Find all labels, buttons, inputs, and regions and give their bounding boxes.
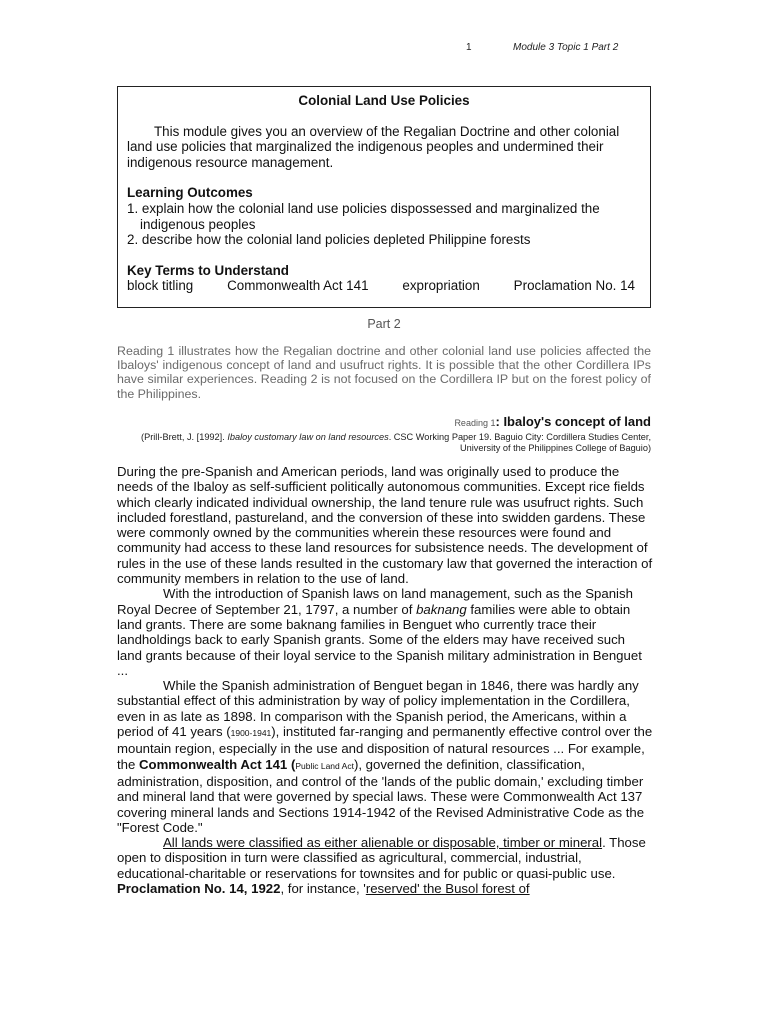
- module-overview-box: [117, 86, 651, 308]
- reading-label: Reading 1: [454, 418, 496, 428]
- page-header: [0, 42, 768, 58]
- citation-title: Ibaloy customary law on land resources: [227, 432, 389, 442]
- reading-intro: Reading 1 illustrates how the Regalian doctrine and other colonial land use policies affected the Ibaloys' indigenous concept of land and usufruct rights. It is possible that the other Cordillera IPs have similar experiences. Reading 2 is not focused on the Cordillera IP but on the forest policy of the Philippines.: [117, 344, 651, 401]
- reading-citation: (Prill-Brett, J. [1992]. Ibaloy customary law on land resources. CSC Working Paper 19. Baguio City: Cordillera Studies Center, University of the Philippines College of Baguio): [141, 432, 651, 453]
- part-label: Part 2: [367, 317, 401, 331]
- paragraph: While the Spanish administration of Benguet began in 1846, there was hardly any substantial effect of this administration by way of policy implementation in the Cordillera, even in as late as 1898. In comparison with the Spanish period, the Americans, within a period of 41 years (1900-1941), instituted far-ranging and permanently effective control over the mountain region, especially in the use and disposition of natural resources ... For example, the Commonwealth Act 141 (Public Land Act), governed the definition, classification, administration, disposition, and control of the 'lands of the public domain,' excluding timber and mineral land that were governed by special laws. These were Commonwealth Act 137 covering mineral lands and Sections 1914-1942 of the Revised Administrative Code as the "Forest Code.": [117, 678, 653, 835]
- key-term: expropriation: [402, 278, 480, 294]
- paragraph: With the introduction of Spanish laws on land management, such as the Spanish Royal Decree of September 21, 1797, a number of baknang families were able to obtain land grants. There are some baknang families in Benguet who currently trace their landholdings back to early Spanish grants. Some of the elders may have received such land grants because of their loyal service to the Spanish military administration in Benguet ...: [117, 586, 642, 678]
- page-number: 1: [466, 42, 472, 53]
- box-title: Colonial Land Use Policies: [298, 93, 470, 108]
- outcome-item: 1. explain how the colonial land use policies dispossessed and marginalized the indigenous peoples: [127, 200, 600, 232]
- reading-body: [117, 464, 653, 896]
- outcome-item: 2. describe how the colonial land policies depleted Philippine forests: [127, 232, 531, 248]
- module-label: Module 3 Topic 1 Part 2: [513, 42, 619, 53]
- outcomes-heading: Learning Outcomes: [127, 185, 253, 201]
- key-term: block titling: [127, 278, 194, 294]
- key-terms: [127, 278, 641, 294]
- paragraph: All lands were classified as either alienable or disposable, timber or mineral. Those open to disposition in turn were classified as agricultural, commercial, industrial, educational-charitable or reservations for townsites and for public or quasi-public use. Proclamation No. 14, 1922, for instance, 'reserved' the Busol forest of: [117, 835, 646, 897]
- outcomes-list: [127, 201, 641, 248]
- terms-heading: Key Terms to Understand: [127, 262, 289, 278]
- key-term: Commonwealth Act 141: [227, 278, 369, 294]
- paragraph: During the pre-Spanish and American periods, land was originally used to produce the needs of the Ibaloy as self-sufficient politically autonomous communities. Except rice fields which clearly indicated individual ownership, the land tenure rule was usufruct rights. Such included forestland, pastureland, and the conversion of these into swidden gardens. These were commonly owned by the communities wherein these resources were found and community had access to these land resources for subsistence needs. The development of rules in the use of these lands resulted in the customary law that governed the interaction of community members in relation to the use of land.: [117, 464, 653, 587]
- reading-heading: Ibaloy's concept of land: [503, 414, 651, 429]
- key-term: Proclamation No. 14: [513, 278, 635, 294]
- box-intro: This module gives you an overview of the Regalian Doctrine and other colonial land use policies that marginalized the indigenous peoples and undermined their indigenous resource management.: [127, 123, 620, 170]
- reading-title: Reading 1: Ibaloy's concept of land: [454, 414, 651, 429]
